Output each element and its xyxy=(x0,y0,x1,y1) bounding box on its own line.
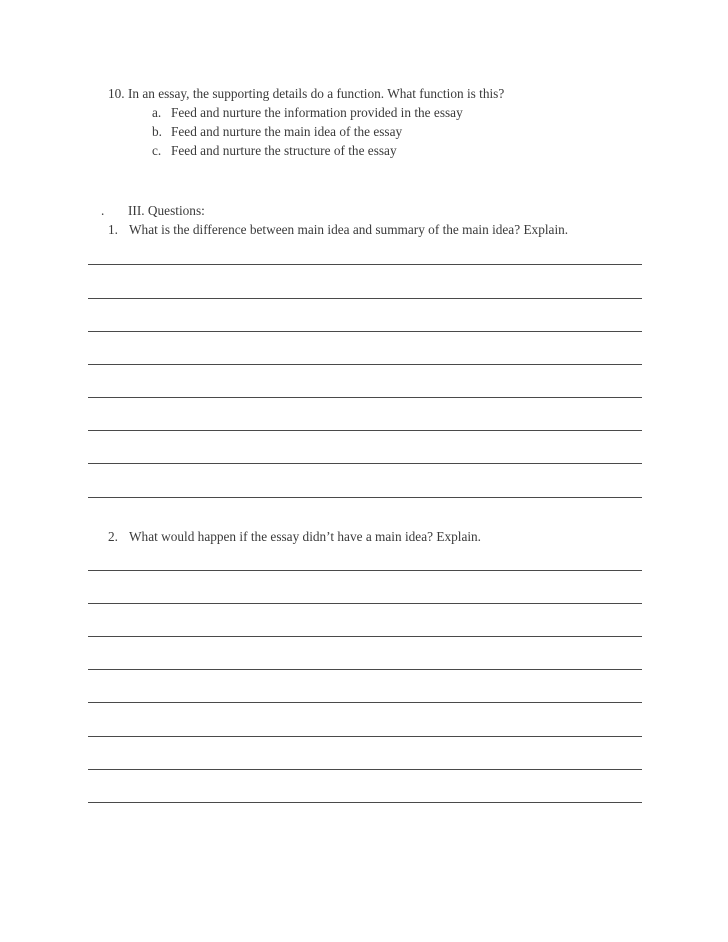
answer-line[interactable] xyxy=(88,298,642,299)
option-c-text: Feed and nurture the structure of the essay xyxy=(171,143,397,158)
question-2-text: What would happen if the essay didn’t have a main idea? Explain. xyxy=(129,529,482,544)
answer-line[interactable] xyxy=(88,463,642,464)
option-a xyxy=(152,105,463,121)
question-10-number: 10. xyxy=(108,86,125,101)
option-c-letter: c. xyxy=(152,143,162,158)
answer-line[interactable] xyxy=(88,570,642,571)
section-heading xyxy=(101,203,205,219)
option-b xyxy=(152,124,402,140)
option-b-letter: b. xyxy=(152,124,162,139)
answer-line[interactable] xyxy=(88,669,642,670)
option-a-letter: a. xyxy=(152,105,162,120)
section-title: III. Questions: xyxy=(128,203,205,218)
question-1 xyxy=(108,222,568,238)
option-a-text: Feed and nurture the information provided in the essay xyxy=(171,105,463,120)
answer-line[interactable] xyxy=(88,264,642,265)
question-10-text: In an essay, the supporting details do a function. What function is this? xyxy=(127,86,505,101)
option-c xyxy=(152,143,397,159)
answer-line[interactable] xyxy=(88,497,642,498)
answer-line[interactable] xyxy=(88,769,642,770)
question-1-text: What is the difference between main idea and summary of the main idea? Explain. xyxy=(129,222,569,237)
answer-line[interactable] xyxy=(88,603,642,604)
question-2 xyxy=(108,529,481,545)
answer-line[interactable] xyxy=(88,736,642,737)
answer-line[interactable] xyxy=(88,636,642,637)
answer-line[interactable] xyxy=(88,331,642,332)
section-bullet: . xyxy=(101,203,105,218)
answer-line[interactable] xyxy=(88,397,642,398)
answer-line[interactable] xyxy=(88,702,642,703)
question-2-number: 2. xyxy=(108,529,118,544)
option-b-text: Feed and nurture the main idea of the essay xyxy=(171,124,403,139)
answer-line[interactable] xyxy=(88,430,642,431)
question-10 xyxy=(108,86,504,102)
question-1-number: 1. xyxy=(108,222,118,237)
answer-line[interactable] xyxy=(88,364,642,365)
answer-line[interactable] xyxy=(88,802,642,803)
